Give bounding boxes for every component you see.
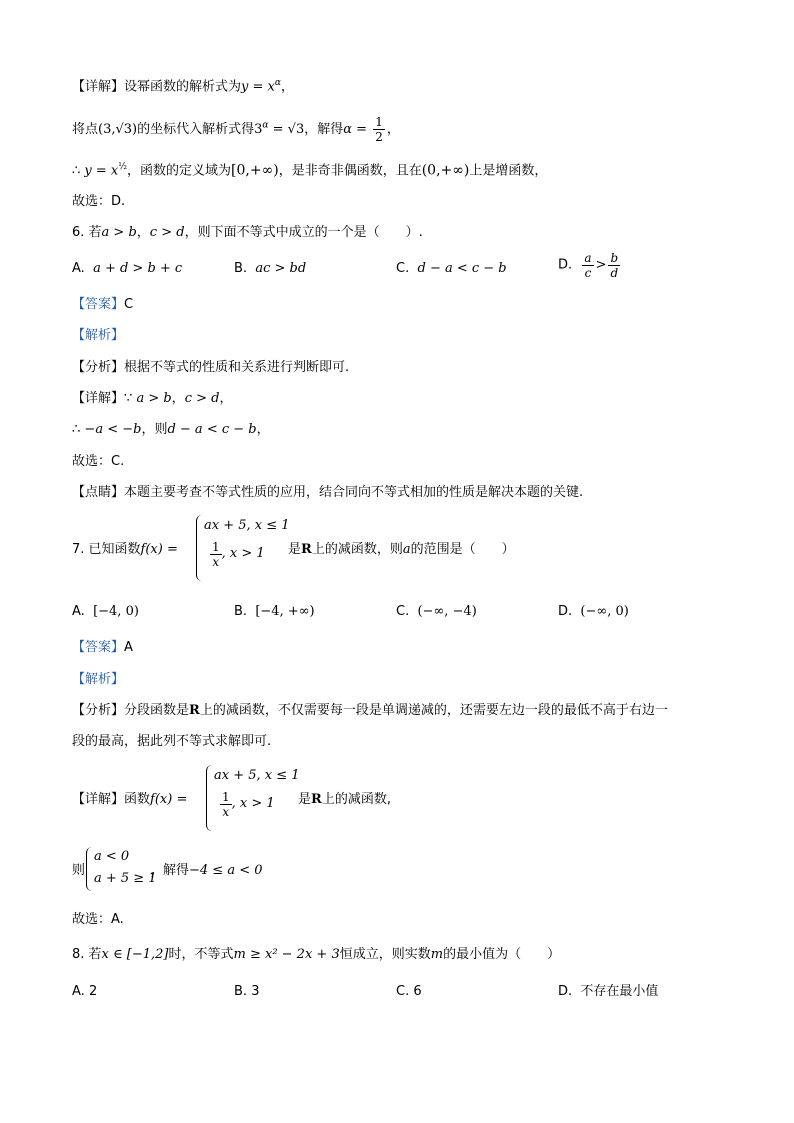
fenxi-tag: 【分析】 — [72, 703, 125, 718]
detail-tag: 【详解】 — [72, 792, 125, 807]
formula: x ∈ [−1,2] — [101, 947, 169, 962]
option-label: C. — [396, 984, 410, 999]
real-set: R — [311, 792, 322, 807]
option-label: D. — [558, 604, 573, 619]
option-expr: [−4, +∞) — [255, 604, 315, 619]
q7-detail-piecewise — [206, 765, 300, 835]
text: 时，不等式 — [168, 947, 234, 962]
text: 本题主要考查不等式性质的应用，结合同向不等式相加的性质是解决本题的关键. — [124, 485, 584, 500]
formula: a > b — [136, 391, 172, 406]
text: 7. 已知函数 — [72, 542, 141, 557]
therefore-symbol: ∴ — [72, 163, 81, 179]
text: ，则 — [141, 422, 168, 437]
because-symbol: ∵ — [124, 391, 133, 406]
numerator: 1 — [212, 540, 220, 554]
option-expr: [−4, 0) — [93, 604, 139, 619]
option-label: A. — [72, 984, 85, 999]
detail-tag: 【详解】 — [72, 391, 125, 406]
q7-stem-tail — [288, 540, 515, 560]
q7-system — [86, 847, 156, 895]
text: 恒成立，则实数 — [339, 947, 431, 962]
text: 上的减函数，不仅需要每一段是单调递减的，还需要左边一段的最低不高于右边一 — [199, 703, 668, 718]
numerator: 1 — [375, 115, 383, 129]
fraction — [608, 251, 620, 280]
text: 分段函数是 — [124, 703, 190, 718]
text: 的坐标代入解析式得 — [137, 122, 255, 137]
q8-option-b — [234, 982, 259, 1002]
answer-tag: 【答案】 — [72, 640, 125, 655]
q7-analysis-tag: 【解析】 — [72, 672, 125, 687]
q7-system-tail — [150, 861, 263, 881]
formula: y = x — [84, 163, 119, 179]
text: 函数 — [124, 792, 151, 807]
formula: −4 ≤ a < 0 — [189, 863, 263, 878]
formula: f(x) = — [150, 792, 188, 807]
option-expr: (−∞, −4) — [417, 604, 477, 619]
text: ， — [256, 422, 270, 437]
q6-detail — [72, 389, 232, 409]
text: ， — [386, 122, 400, 137]
fenxi-tag: 【分析】 — [72, 360, 125, 375]
interval: (0,+∞) — [421, 162, 470, 179]
answer-tag: 【答案】 — [72, 297, 125, 312]
numerator: 1 — [222, 790, 230, 804]
text: ， — [136, 225, 150, 240]
dianjing-tag: 【点睛】 — [72, 485, 125, 500]
variable: m — [430, 947, 444, 962]
denominator: d — [610, 266, 619, 280]
point: (3,√3) — [98, 122, 138, 137]
option-expr: 2 — [88, 984, 98, 999]
formula: d − a < c − b — [167, 422, 257, 437]
therefore-symbol: ∴ — [72, 422, 81, 437]
q6-dianjing — [72, 483, 583, 503]
formula: c > d — [184, 391, 220, 406]
condition: , x > 1 — [221, 546, 265, 561]
case-1: ax + 5, x ≤ 1 — [204, 518, 290, 533]
text: ，解得 — [150, 863, 190, 878]
q6-option-b — [234, 259, 306, 279]
q7-choose: 故选：A. — [72, 912, 124, 927]
option-label: D. — [558, 257, 573, 273]
option-expr: d − a < c − b — [417, 261, 507, 276]
text: 的最小值为（ ） — [443, 947, 561, 962]
condition: , x > 1 — [231, 796, 275, 811]
text: ，则下面不等式中成立的一个是（ ）. — [184, 225, 423, 240]
condition-2: a + 5 ≥ 1 — [94, 871, 157, 886]
numerator: b — [610, 251, 619, 265]
p5-line3 — [72, 157, 547, 181]
denominator: x — [212, 555, 220, 569]
q7-detail-tail — [298, 790, 391, 810]
answer-value: C — [124, 297, 134, 312]
formula: y = x — [241, 79, 275, 95]
text: 是 — [288, 542, 302, 557]
fraction — [210, 540, 222, 569]
option-label: B. — [234, 261, 248, 276]
text: ，是非奇非偶函数，且在 — [278, 163, 422, 179]
p5-line2 — [72, 115, 400, 144]
formula: c > d — [149, 225, 185, 240]
text: 将点 — [72, 122, 99, 137]
text: 上是增函数， — [469, 163, 548, 179]
variable: a — [402, 542, 411, 557]
q7-option-b — [234, 602, 315, 622]
q7-piecewise — [196, 515, 290, 585]
text: 8. 若 — [72, 947, 102, 962]
detail-tag: 【详解】 — [72, 79, 125, 95]
formula: m ≥ x² − 2x + 3 — [233, 947, 340, 962]
q7-fenxi-1 — [72, 701, 668, 721]
p5-line1 — [72, 73, 294, 97]
q7-option-a — [72, 602, 139, 622]
q6-option-a — [72, 259, 182, 279]
option-label: C. — [396, 261, 410, 276]
text: 上的减函数，则 — [311, 542, 403, 557]
formula: 3 — [254, 122, 263, 137]
q6-option-d — [558, 251, 622, 280]
condition-1: a < 0 — [94, 849, 130, 864]
formula: f(x) = — [140, 542, 178, 557]
formula: = √3 — [268, 122, 305, 137]
q8-option-c — [396, 982, 422, 1002]
option-expr: a + d > b + c — [93, 261, 183, 276]
q6-choose: 故选：C. — [72, 454, 125, 469]
text: 设幂函数的解析式为 — [124, 79, 242, 95]
exponent: α — [274, 78, 281, 88]
q7-answer — [72, 638, 133, 658]
fraction — [220, 790, 232, 819]
real-set: R — [301, 542, 312, 557]
real-set: R — [189, 703, 200, 718]
option-label: A. — [72, 604, 85, 619]
option-expr: ac > bd — [255, 261, 307, 276]
denominator: 2 — [375, 130, 383, 144]
text: ，函数的定义域为 — [127, 163, 232, 179]
fraction — [582, 251, 593, 280]
case-2 — [210, 539, 265, 569]
text: ， — [171, 391, 185, 406]
text: ，解得 — [304, 122, 344, 137]
q7-detail-lead — [72, 790, 187, 810]
q7-option-c — [396, 602, 477, 622]
q6-option-c — [396, 259, 507, 279]
domain: [0,+∞) — [231, 162, 279, 179]
text: 是 — [298, 792, 312, 807]
option-label: D. — [558, 984, 573, 999]
exponent: ½ — [118, 162, 127, 172]
q6-fenxi — [72, 358, 349, 378]
q8-option-d — [558, 982, 658, 1002]
option-expr: 不存在最小值 — [580, 984, 659, 999]
denominator: c — [584, 266, 592, 280]
text: ， — [280, 79, 294, 95]
formula: α = — [343, 122, 368, 137]
q6-answer — [72, 295, 133, 315]
q7-fenxi-2: 段的最高，据此列不等式求解即可. — [72, 734, 272, 749]
text: 上的减函数, — [321, 792, 391, 807]
option-label: B. — [234, 604, 248, 619]
p5-choose: 故选：D. — [72, 194, 126, 209]
option-expr: 3 — [251, 984, 260, 999]
case-1: ax + 5, x ≤ 1 — [214, 768, 300, 783]
option-expr: 6 — [413, 984, 422, 999]
numerator: a — [584, 251, 592, 265]
q7-option-d — [558, 602, 629, 622]
text: 根据不等式的性质和关系进行判断即可. — [124, 360, 350, 375]
q6-stem — [72, 223, 423, 243]
text: ， — [219, 391, 233, 406]
text: 的范围是（ ） — [410, 542, 515, 557]
fraction — [373, 115, 385, 144]
q6-step — [72, 420, 270, 440]
q8-stem — [72, 945, 560, 965]
answer-value: A — [124, 640, 133, 655]
denominator: x — [222, 805, 230, 819]
q8-option-a — [72, 982, 97, 1002]
exponent: α — [262, 120, 269, 131]
formula: −a < −b — [84, 422, 142, 437]
q7-system-lead: 则 — [72, 863, 86, 878]
q7-stem-lead — [72, 540, 178, 560]
option-label: C. — [396, 604, 410, 619]
option-label: B. — [234, 984, 248, 999]
option-expr: (−∞, 0) — [580, 604, 629, 619]
formula: a > b — [101, 225, 137, 240]
text: 6. 若 — [72, 225, 102, 240]
operator: > — [595, 257, 607, 273]
case-2 — [220, 789, 275, 819]
option-label: A. — [72, 261, 85, 276]
q6-analysis-tag: 【解析】 — [72, 328, 125, 343]
